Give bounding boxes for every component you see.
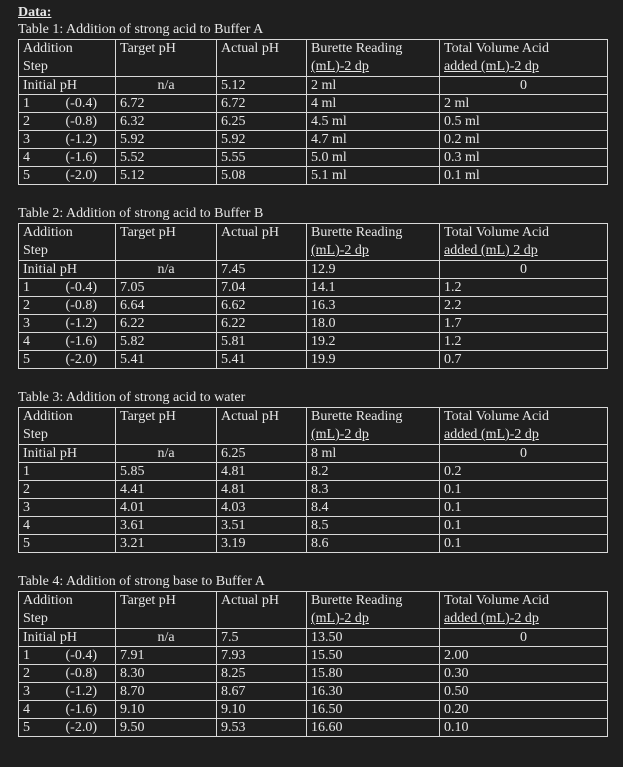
cell-actual: 6.62 bbox=[217, 297, 307, 315]
table-2 bbox=[18, 223, 608, 369]
header-step: Addition Step bbox=[19, 592, 62, 629]
cell-step: 4 bbox=[19, 701, 62, 719]
table-row bbox=[19, 701, 608, 719]
cell-total: 0.1 bbox=[440, 535, 608, 553]
cell-target: 7.05 bbox=[116, 279, 217, 297]
cell-burette: 5.0 ml bbox=[307, 149, 440, 167]
cell-actual: 6.22 bbox=[217, 315, 307, 333]
cell-burette: 18.0 bbox=[307, 315, 440, 333]
cell-step: 3 bbox=[19, 499, 116, 517]
cell-burette: 5.1 ml bbox=[307, 167, 440, 185]
cell-actual: 7.5 bbox=[217, 629, 307, 647]
cell-burette: 4 ml bbox=[307, 95, 440, 113]
cell-total: 0.2 ml bbox=[440, 131, 608, 149]
cell-actual: 9.53 bbox=[217, 719, 307, 737]
header-burette: Burette Reading (mL)-2 dp bbox=[307, 224, 440, 261]
table-1 bbox=[18, 39, 608, 185]
cell-delta: (-1.2) bbox=[62, 315, 116, 333]
cell-step: 5 bbox=[19, 167, 62, 185]
cell-step: 4 bbox=[19, 517, 116, 535]
table-row bbox=[19, 647, 608, 665]
table-row bbox=[19, 463, 608, 481]
cell-step: 4 bbox=[19, 333, 62, 351]
header-step: Addition Step bbox=[19, 40, 62, 77]
header-target: Target pH bbox=[116, 40, 217, 77]
table-row bbox=[19, 315, 608, 333]
cell-step: 5 bbox=[19, 719, 62, 737]
header-total: Total Volume Acid added (mL) 2 dp bbox=[440, 224, 608, 261]
header-target: Target pH bbox=[116, 592, 217, 629]
cell-actual: 6.72 bbox=[217, 95, 307, 113]
cell-target: 5.52 bbox=[116, 149, 217, 167]
cell-target: 4.41 bbox=[116, 481, 217, 499]
cell-step: 4 bbox=[19, 149, 62, 167]
table-row bbox=[19, 517, 608, 535]
table-4-header-row bbox=[19, 592, 608, 629]
cell-burette: 4.5 ml bbox=[307, 113, 440, 131]
cell-actual: 4.03 bbox=[217, 499, 307, 517]
cell-target: 5.85 bbox=[116, 463, 217, 481]
cell-actual: 8.25 bbox=[217, 665, 307, 683]
table-4 bbox=[18, 591, 608, 737]
table-row bbox=[19, 683, 608, 701]
cell-step: 5 bbox=[19, 535, 116, 553]
cell-step: 3 bbox=[19, 683, 62, 701]
cell-target: 6.72 bbox=[116, 95, 217, 113]
table-row bbox=[19, 481, 608, 499]
cell-delta: (-1.6) bbox=[62, 701, 116, 719]
header-total: Total Volume Acid added (mL)-2 dp bbox=[440, 592, 608, 629]
cell-burette: 8 ml bbox=[307, 445, 440, 463]
cell-actual: 5.41 bbox=[217, 351, 307, 369]
table-row bbox=[19, 279, 608, 297]
cell-delta: (-2.0) bbox=[62, 167, 116, 185]
cell-target: 3.21 bbox=[116, 535, 217, 553]
table-row bbox=[19, 77, 608, 95]
cell-total: 2.00 bbox=[440, 647, 608, 665]
cell-burette: 8.4 bbox=[307, 499, 440, 517]
cell-actual: 4.81 bbox=[217, 463, 307, 481]
cell-total: 0.1 bbox=[440, 517, 608, 535]
cell-actual: 7.93 bbox=[217, 647, 307, 665]
cell-burette: 8.3 bbox=[307, 481, 440, 499]
cell-delta: (-0.4) bbox=[62, 95, 116, 113]
table-1-caption: Table 1: Addition of strong acid to Buffer A bbox=[18, 22, 264, 37]
cell-step: 2 bbox=[19, 113, 62, 131]
cell-step: 1 bbox=[19, 463, 116, 481]
cell-target: 8.30 bbox=[116, 665, 217, 683]
cell-actual: 4.81 bbox=[217, 481, 307, 499]
header-target: Target pH bbox=[116, 224, 217, 261]
header-step: Addition Step bbox=[19, 224, 62, 261]
cell-target: 4.01 bbox=[116, 499, 217, 517]
cell-step: 5 bbox=[19, 351, 62, 369]
cell-target: 9.10 bbox=[116, 701, 217, 719]
table-row bbox=[19, 333, 608, 351]
cell-target: 6.32 bbox=[116, 113, 217, 131]
cell-step: 2 bbox=[19, 481, 116, 499]
cell-actual: 3.19 bbox=[217, 535, 307, 553]
table-row bbox=[19, 113, 608, 131]
header-actual: Actual pH bbox=[217, 408, 307, 445]
cell-burette: 19.9 bbox=[307, 351, 440, 369]
cell-target: 9.50 bbox=[116, 719, 217, 737]
cell-target: 3.61 bbox=[116, 517, 217, 535]
header-actual: Actual pH bbox=[217, 592, 307, 629]
data-heading: Data: bbox=[18, 5, 52, 20]
cell-delta: (-2.0) bbox=[62, 351, 116, 369]
cell-burette: 14.1 bbox=[307, 279, 440, 297]
cell-target: 5.92 bbox=[116, 131, 217, 149]
cell-actual: 5.08 bbox=[217, 167, 307, 185]
table-2-header-row bbox=[19, 224, 608, 261]
header-total: Total Volume Acid added (mL)-2 dp bbox=[440, 40, 608, 77]
table-2-caption: Table 2: Addition of strong acid to Buffer B bbox=[18, 206, 264, 221]
cell-delta: (-2.0) bbox=[62, 719, 116, 737]
cell-total: 0.1 ml bbox=[440, 167, 608, 185]
table-3-caption: Table 3: Addition of strong acid to water bbox=[18, 390, 246, 405]
cell-delta: (-1.6) bbox=[62, 149, 116, 167]
cell-actual: 8.67 bbox=[217, 683, 307, 701]
table-row bbox=[19, 665, 608, 683]
cell-target: 7.91 bbox=[116, 647, 217, 665]
cell-delta: (-0.8) bbox=[62, 665, 116, 683]
table-4-caption: Table 4: Addition of strong base to Buffer A bbox=[18, 574, 265, 589]
cell-step: 3 bbox=[19, 131, 62, 149]
cell-actual: 5.12 bbox=[217, 77, 307, 95]
header-target: Target pH bbox=[116, 408, 217, 445]
cell-step: Initial pH bbox=[19, 445, 116, 463]
cell-target: 5.41 bbox=[116, 351, 217, 369]
cell-burette: 13.50 bbox=[307, 629, 440, 647]
header-step: Addition Step bbox=[19, 408, 116, 445]
table-row bbox=[19, 261, 608, 279]
cell-total: 1.2 bbox=[440, 279, 608, 297]
cell-step: 2 bbox=[19, 297, 62, 315]
cell-burette: 15.80 bbox=[307, 665, 440, 683]
cell-step: Initial pH bbox=[19, 629, 116, 647]
cell-total: 0.20 bbox=[440, 701, 608, 719]
cell-actual: 9.10 bbox=[217, 701, 307, 719]
cell-delta: (-0.4) bbox=[62, 647, 116, 665]
cell-total: 0 bbox=[440, 629, 608, 647]
cell-burette: 15.50 bbox=[307, 647, 440, 665]
cell-step: 1 bbox=[19, 647, 62, 665]
cell-delta: (-0.4) bbox=[62, 279, 116, 297]
document bbox=[18, 5, 608, 737]
cell-total: 0 bbox=[440, 445, 608, 463]
cell-total: 0.10 bbox=[440, 719, 608, 737]
cell-step: Initial pH bbox=[19, 77, 116, 95]
cell-target: n/a bbox=[116, 629, 217, 647]
header-total: Total Volume Acid added (mL)-2 dp bbox=[440, 408, 608, 445]
cell-target: 5.82 bbox=[116, 333, 217, 351]
header-actual: Actual pH bbox=[217, 224, 307, 261]
cell-total: 0.50 bbox=[440, 683, 608, 701]
table-row bbox=[19, 131, 608, 149]
cell-total: 0.5 ml bbox=[440, 113, 608, 131]
cell-target: 6.22 bbox=[116, 315, 217, 333]
cell-total: 1.7 bbox=[440, 315, 608, 333]
cell-total: 0.7 bbox=[440, 351, 608, 369]
cell-delta: (-1.2) bbox=[62, 131, 116, 149]
cell-total: 1.2 bbox=[440, 333, 608, 351]
cell-burette: 19.2 bbox=[307, 333, 440, 351]
cell-delta: (-0.8) bbox=[62, 297, 116, 315]
cell-step: 2 bbox=[19, 665, 62, 683]
cell-target: 5.12 bbox=[116, 167, 217, 185]
cell-burette: 8.5 bbox=[307, 517, 440, 535]
header-burette: Burette Reading (mL)-2 dp bbox=[307, 408, 440, 445]
cell-total: 0.30 bbox=[440, 665, 608, 683]
cell-actual: 5.81 bbox=[217, 333, 307, 351]
table-row bbox=[19, 535, 608, 553]
cell-actual: 6.25 bbox=[217, 445, 307, 463]
header-burette: Burette Reading (mL)-2 dp bbox=[307, 592, 440, 629]
cell-delta: (-0.8) bbox=[62, 113, 116, 131]
table-row bbox=[19, 149, 608, 167]
cell-burette: 12.9 bbox=[307, 261, 440, 279]
cell-step: 3 bbox=[19, 315, 62, 333]
cell-step: 1 bbox=[19, 95, 62, 113]
cell-total: 0 bbox=[440, 77, 608, 95]
cell-target: n/a bbox=[116, 261, 217, 279]
table-row bbox=[19, 629, 608, 647]
header-burette: Burette Reading (mL)-2 dp bbox=[307, 40, 440, 77]
table-3-header-row bbox=[19, 408, 608, 445]
cell-total: 0.3 ml bbox=[440, 149, 608, 167]
table-row bbox=[19, 167, 608, 185]
table-row bbox=[19, 297, 608, 315]
cell-delta: (-1.2) bbox=[62, 683, 116, 701]
cell-burette: 4.7 ml bbox=[307, 131, 440, 149]
header-actual: Actual pH bbox=[217, 40, 307, 77]
cell-burette: 16.3 bbox=[307, 297, 440, 315]
table-1-header-row bbox=[19, 40, 608, 77]
cell-burette: 8.6 bbox=[307, 535, 440, 553]
cell-step: 1 bbox=[19, 279, 62, 297]
cell-target: 8.70 bbox=[116, 683, 217, 701]
cell-target: 6.64 bbox=[116, 297, 217, 315]
cell-total: 0.1 bbox=[440, 481, 608, 499]
cell-actual: 5.55 bbox=[217, 149, 307, 167]
cell-delta: (-1.6) bbox=[62, 333, 116, 351]
cell-burette: 8.2 bbox=[307, 463, 440, 481]
cell-burette: 2 ml bbox=[307, 77, 440, 95]
table-row bbox=[19, 351, 608, 369]
cell-total: 2.2 bbox=[440, 297, 608, 315]
cell-step: Initial pH bbox=[19, 261, 116, 279]
cell-actual: 6.25 bbox=[217, 113, 307, 131]
table-row bbox=[19, 719, 608, 737]
cell-actual: 5.92 bbox=[217, 131, 307, 149]
table-3 bbox=[18, 407, 608, 553]
cell-total: 0 bbox=[440, 261, 608, 279]
cell-target: n/a bbox=[116, 77, 217, 95]
cell-burette: 16.50 bbox=[307, 701, 440, 719]
table-row bbox=[19, 95, 608, 113]
cell-total: 0.1 bbox=[440, 499, 608, 517]
cell-actual: 7.45 bbox=[217, 261, 307, 279]
cell-burette: 16.30 bbox=[307, 683, 440, 701]
cell-target: n/a bbox=[116, 445, 217, 463]
table-row bbox=[19, 499, 608, 517]
cell-total: 0.2 bbox=[440, 463, 608, 481]
cell-actual: 3.51 bbox=[217, 517, 307, 535]
table-row bbox=[19, 445, 608, 463]
cell-total: 2 ml bbox=[440, 95, 608, 113]
cell-actual: 7.04 bbox=[217, 279, 307, 297]
cell-burette: 16.60 bbox=[307, 719, 440, 737]
